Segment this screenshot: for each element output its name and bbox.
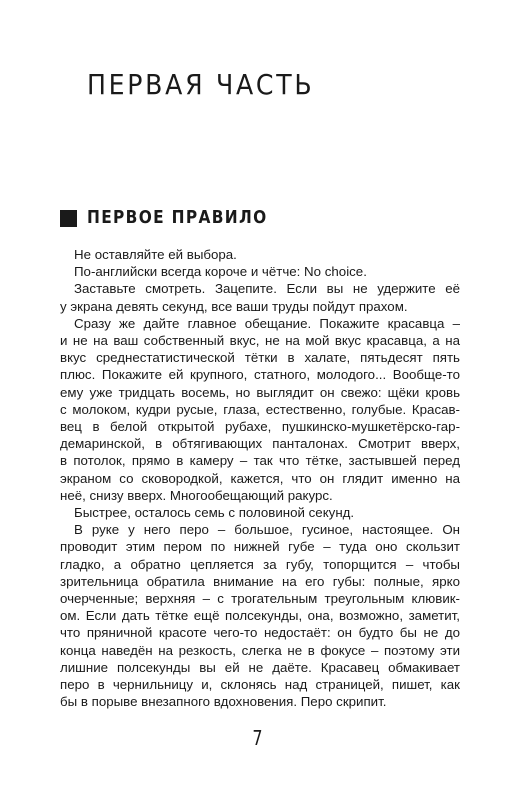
text-line: и не на ваш собственный вкус, не на мой вкус красавца, а на bbox=[60, 333, 460, 349]
text-line: лишние полсекунды вы ей не даёте. Красавец обмакивает bbox=[60, 659, 460, 675]
text-line: неё, снизу вверх. Многообещающий ракурс. bbox=[60, 487, 333, 503]
text-line: Заставьте смотреть. Зацепите. Если вы не удержите её bbox=[74, 281, 460, 297]
text-line: конца наведён на резкость, слегка не в фокусе – поэтому эти bbox=[60, 642, 460, 658]
paragraph bbox=[60, 280, 460, 314]
paragraph bbox=[60, 521, 460, 710]
text-line: ом. Если дать тётке ещё полсекунды, она, возможно, заметит, bbox=[60, 608, 460, 624]
section-heading bbox=[60, 208, 292, 228]
text-line: с молоком, кудри русые, глаза, естественно, голубые. Красав- bbox=[60, 401, 460, 417]
text-line: что пряничной красоте чего-то недостаёт: он будто бы не до bbox=[60, 625, 460, 641]
text-line: экраном со сковородкой, кажется, что он глядит именно на bbox=[60, 470, 460, 486]
text-line: зрительница обратила внимание на его губы: полные, ярко bbox=[60, 573, 460, 589]
text-line: демаринской, в обтягивающих панталонах. Смотрит вверх, bbox=[60, 436, 460, 452]
section-heading-text: ПЕРВОЕ ПРАВИЛО bbox=[87, 208, 268, 228]
square-bullet-icon bbox=[60, 210, 77, 227]
body-text bbox=[60, 246, 460, 710]
text-line: В руке у него перо – большое, гусиное, настоящее. Он bbox=[74, 522, 460, 538]
text-line: Быстрее, осталось семь с половиной секунд. bbox=[74, 505, 355, 521]
text-line: По-английски всегда короче и чётче: No choice. bbox=[74, 264, 367, 280]
text-line: перо в чернильницу и, склонясь над страницей, пишет, как bbox=[60, 677, 460, 693]
paragraph bbox=[60, 504, 460, 521]
text-line: проводит этим пером по нижней губе – туда оно скользит bbox=[60, 539, 460, 555]
text-line: Сразу же дайте главное обещание. Покажите красавца – bbox=[74, 315, 460, 331]
text-line: ему уже тридцать восемь, но выглядит он свежо: щёки кровь bbox=[60, 384, 460, 400]
text-line: в потолок, прямо в камеру – так что тётке, застывшей перед bbox=[60, 453, 460, 469]
text-line: очерченные; верхняя – с трогательным треугольным клювик- bbox=[60, 591, 460, 607]
paragraph bbox=[60, 315, 460, 504]
paragraph bbox=[60, 263, 460, 280]
text-line: плюс. Покажите ей крупного, статного, молодого... Вообще-то bbox=[60, 367, 460, 383]
text-line: бы в порыве внезапного вдохновения. Перо скрипит. bbox=[60, 694, 387, 710]
text-line: гладко, а обратно цепляется за губу, топорщится – чтобы bbox=[60, 556, 460, 572]
text-line: вец в белой открытой рубахе, пушкинско-мушкетёрско-гар- bbox=[60, 419, 460, 435]
text-line: Не оставляйте ей выбора. bbox=[74, 247, 237, 262]
text-line: вкус среднестатистической тётки в халате, пятьдесят пять bbox=[60, 350, 460, 366]
text-line: у экрана девять секунд, все ваши труды пойдут прахом. bbox=[60, 298, 408, 314]
page-number: 7 bbox=[252, 726, 263, 750]
paragraph bbox=[60, 246, 460, 263]
part-title: ПЕРВАЯ ЧАСТЬ bbox=[87, 68, 315, 101]
